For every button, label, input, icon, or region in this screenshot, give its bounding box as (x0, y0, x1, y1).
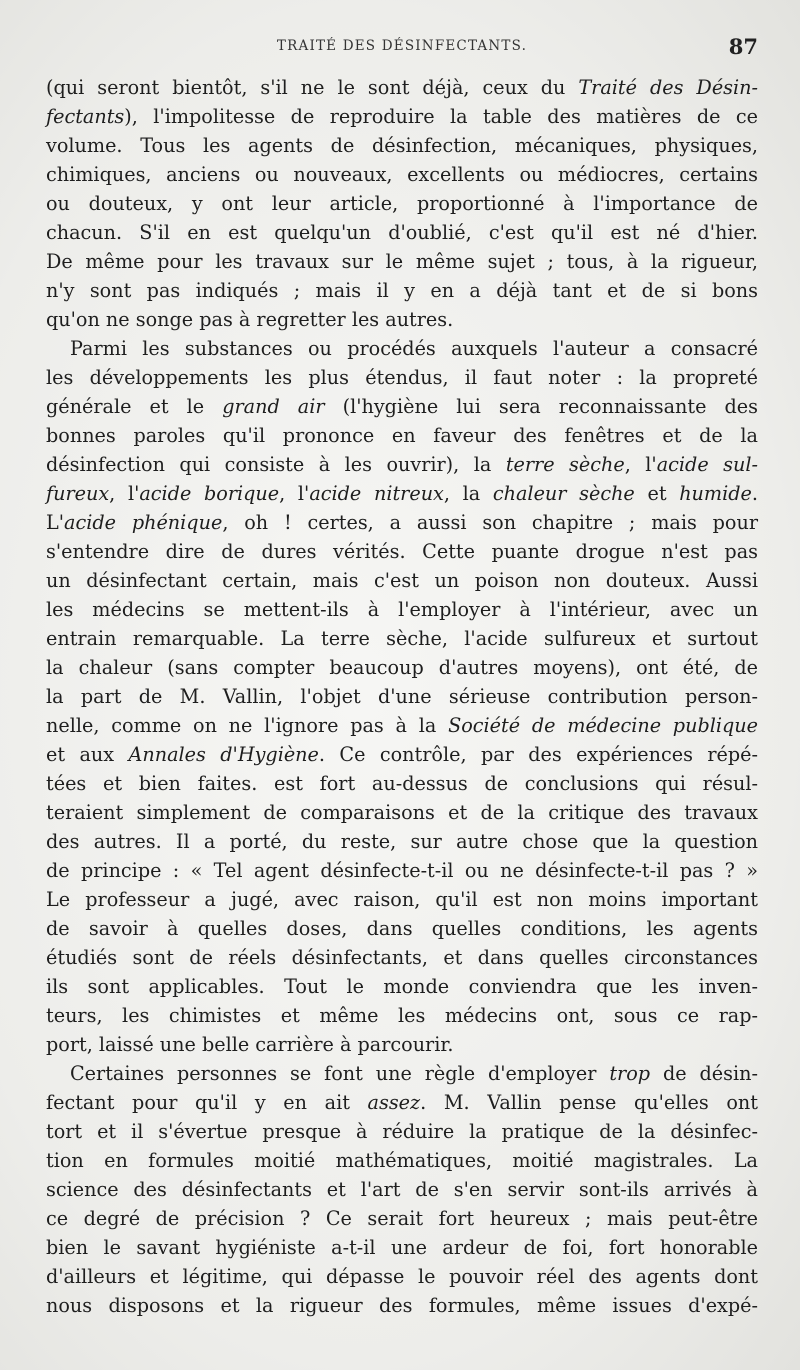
text-segment: un désinfectant certain, mais c'est un poison non douteux. Aussi (46, 569, 758, 592)
text-segment: , l' (624, 453, 657, 476)
text-segment: nous disposons et la rigueur des formules, même issues d'expé- (46, 1294, 758, 1317)
text-segment: , l' (109, 482, 140, 505)
text-segment: étudiés sont de réels désinfectants, et dans quelles circonstances (46, 946, 758, 969)
text-line (46, 305, 758, 334)
text-line (46, 450, 758, 479)
italic-text: Société de médecine publique (448, 714, 759, 737)
italic-text: terre sèche (505, 453, 625, 476)
text-segment: qu'on ne songe pas à regretter les autres. (46, 308, 454, 331)
text-segment: De même pour les travaux sur le même sujet ; tous, à la rigueur, (46, 250, 758, 273)
text-line (46, 711, 758, 740)
text-segment: , oh ! certes, a aussi son chapitre ; mais pour (222, 511, 759, 534)
text-segment: n'y sont pas indiqués ; mais il y en a déjà tant et de si bons (46, 279, 758, 302)
text-segment: chacun. S'il en est quelqu'un d'oublié, c'est qu'il est né d'hier. (46, 221, 758, 244)
text-segment: port, laissé une belle carrière à parcourir. (46, 1033, 454, 1056)
text-line (46, 769, 758, 798)
italic-text: fectants (46, 105, 125, 128)
text-segment: des autres. Il a porté, du reste, sur autre chose que la question (46, 830, 758, 853)
italic-text: trop (609, 1062, 651, 1085)
text-segment: les développements les plus étendus, il faut noter : la propreté (46, 366, 758, 389)
text-segment: chimiques, anciens ou nouveaux, excellents ou médiocres, certains (46, 163, 758, 186)
text-segment: la part de M. Vallin, l'objet d'une sérieuse contribution person- (46, 685, 758, 708)
text-line (46, 1291, 758, 1320)
text-line (46, 1088, 758, 1117)
text-line (46, 537, 758, 566)
text-line (46, 247, 758, 276)
text-segment: Parmi les substances ou procédés auxquels l'auteur a consacré (70, 337, 758, 360)
text-segment: de savoir à quelles doses, dans quelles conditions, les agents (46, 917, 758, 940)
text-segment: (qui seront bientôt, s'il ne le sont déjà, ceux du (46, 76, 579, 99)
text-line (46, 595, 758, 624)
text-segment: . M. Vallin pense qu'elles ont (420, 1091, 758, 1114)
text-line (46, 1262, 758, 1291)
body-text (46, 73, 758, 1320)
text-segment: fectant pour qu'il y en ait (46, 1091, 368, 1114)
text-segment: volume. Tous les agents de désinfection, mécaniques, physiques, (46, 134, 758, 157)
italic-text: assez (367, 1091, 421, 1114)
text-line (46, 363, 758, 392)
text-segment: Certaines personnes se font une règle d'employer (70, 1062, 610, 1085)
text-segment: et aux (46, 743, 129, 766)
text-segment: désinfection qui consiste à les ouvrir), la (46, 453, 506, 476)
text-line (46, 653, 758, 682)
text-line (46, 682, 758, 711)
text-line (46, 885, 758, 914)
text-segment: (l'hygiène lui sera reconnaissante des (324, 395, 758, 418)
text-line (46, 624, 758, 653)
text-line (46, 1175, 758, 1204)
text-segment: de désin- (650, 1062, 758, 1085)
text-line (46, 73, 758, 102)
text-segment: la chaleur (sans compter beaucoup d'autres moyens), ont été, de (46, 656, 758, 679)
text-segment: et (634, 482, 680, 505)
text-line (46, 566, 758, 595)
text-segment: d'ailleurs et légitime, qui dépasse le pouvoir réel des agents dont (46, 1265, 758, 1288)
text-segment: science des désinfectants et l'art de s'en servir sont-ils arrivés à (46, 1178, 758, 1201)
italic-text: Annales d'Hygiène (128, 743, 319, 766)
text-line (46, 1233, 758, 1262)
italic-text: acide sul- (656, 453, 758, 476)
text-segment: entrain remarquable. La terre sèche, l'acide sulfureux et surtout (46, 627, 758, 650)
text-segment: L' (46, 511, 65, 534)
text-line (46, 740, 758, 769)
text-line (46, 508, 758, 537)
text-segment: ils sont applicables. Tout le monde conviendra que les inven- (46, 975, 758, 998)
page-number: 87 (728, 34, 758, 59)
text-segment: les médecins se mettent-ils à l'employer à l'intérieur, avec un (46, 598, 758, 621)
text-segment: ), l'impolitesse de reproduire la table des matières de ce (124, 105, 758, 128)
italic-text: chaleur sèche (492, 482, 635, 505)
italic-text: grand air (222, 395, 325, 418)
text-segment: s'entendre dire de dures vérités. Cette puante drogue n'est pas (46, 540, 758, 563)
text-line (46, 943, 758, 972)
text-line (46, 160, 758, 189)
running-title: TRAITÉ DES DÉSINFECTANTS. (276, 38, 528, 54)
italic-text: acide borique (139, 482, 280, 505)
text-line (46, 1059, 758, 1088)
text-segment: tort et il s'évertue presque à réduire la pratique de la désinfec- (46, 1120, 758, 1143)
text-segment: de principe : « Tel agent désinfecte-t-il ou ne désinfecte-t-il pas ? » (46, 859, 758, 882)
text-segment: . (751, 482, 758, 505)
text-line (46, 798, 758, 827)
text-line (46, 102, 758, 131)
text-line (46, 914, 758, 943)
italic-text: humide (679, 482, 752, 505)
text-line (46, 479, 758, 508)
text-line (46, 972, 758, 1001)
page-header (46, 34, 758, 64)
text-segment: teurs, les chimistes et même les médecins ont, sous ce rap- (46, 1004, 758, 1027)
text-line (46, 1204, 758, 1233)
text-line (46, 189, 758, 218)
text-segment: bien le savant hygiéniste a-t-il une ardeur de foi, fort honorable (46, 1236, 758, 1259)
text-line (46, 856, 758, 885)
text-segment: Le professeur a jugé, avec raison, qu'il est non moins important (46, 888, 758, 911)
text-line (46, 276, 758, 305)
text-segment: , la (443, 482, 493, 505)
text-segment: tion en formules moitié mathématiques, moitié magistrales. La (46, 1149, 758, 1172)
italic-text: Traité des Désin- (578, 76, 758, 99)
text-line (46, 1117, 758, 1146)
text-segment: , l' (279, 482, 310, 505)
text-segment: teraient simplement de comparaisons et de la critique des travaux (46, 801, 758, 824)
text-line (46, 827, 758, 856)
text-segment: ce degré de précision ? Ce serait fort heureux ; mais peut-être (46, 1207, 758, 1230)
text-segment: nelle, comme on ne l'ignore pas à la (46, 714, 449, 737)
italic-text: acide phénique (64, 511, 223, 534)
text-segment: . Ce contrôle, par des expériences répé- (318, 743, 758, 766)
text-segment: générale et le (46, 395, 223, 418)
text-line (46, 334, 758, 363)
text-segment: tées et bien faites. est fort au-dessus de conclusions qui résul- (46, 772, 758, 795)
text-line (46, 1030, 758, 1059)
text-line (46, 1001, 758, 1030)
text-line (46, 1146, 758, 1175)
text-segment: ou douteux, y ont leur article, proportionné à l'importance de (46, 192, 758, 215)
text-line (46, 218, 758, 247)
text-segment: bonnes paroles qu'il prononce en faveur des fenêtres et de la (46, 424, 758, 447)
italic-text: fureux (46, 482, 110, 505)
italic-text: acide nitreux (309, 482, 444, 505)
text-line (46, 131, 758, 160)
text-line (46, 392, 758, 421)
text-line (46, 421, 758, 450)
